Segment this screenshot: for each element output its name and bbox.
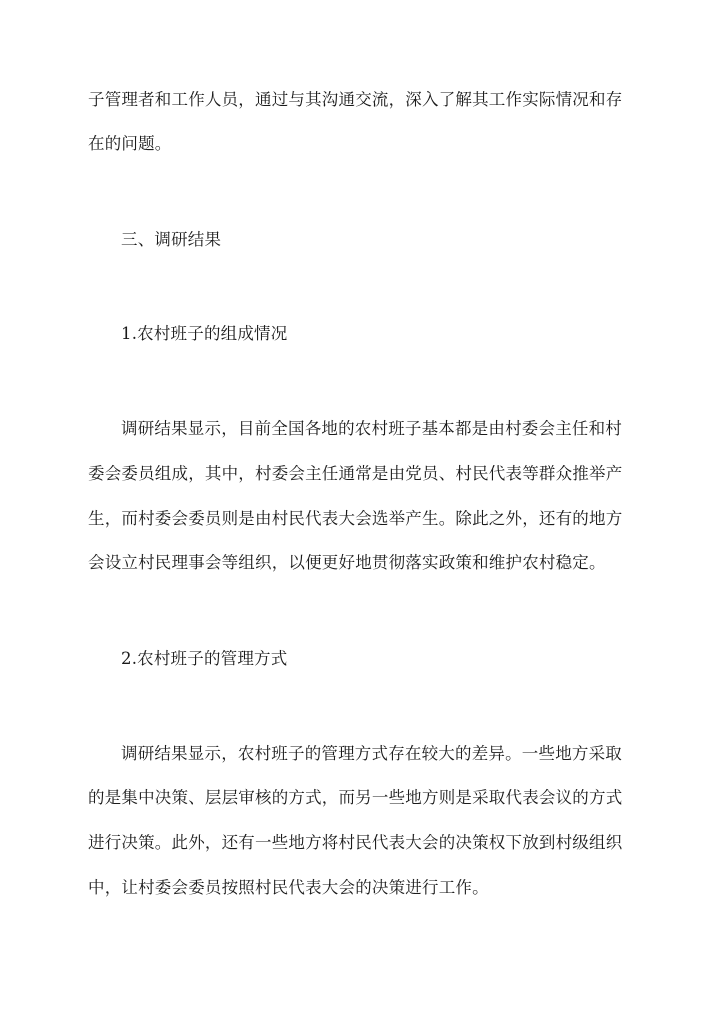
paragraph-line: 中，让村委会委员按照村民代表大会的决策进行工作。 — [88, 878, 489, 897]
paragraph-line: 生，而村委会委员则是由村民代表大会选举产生。除此之外，还有的地方 — [88, 509, 623, 528]
paragraph-line: 子管理者和工作人员，通过与其沟通交流，深入了解其工作实际情况和存 — [88, 90, 623, 109]
paragraph-line: 进行决策。此外，还有一些地方将村民代表大会的决策权下放到村级组织 — [88, 833, 623, 852]
section-heading: 三、调研结果 — [121, 230, 222, 249]
paragraph-line: 的是集中决策、层层审核的方式，而另一些地方则是采取代表会议的方式 — [88, 788, 623, 807]
paragraph-line: 在的问题。 — [88, 134, 172, 153]
subsection-heading: 1.农村班子的组成情况 — [121, 324, 288, 343]
paragraph-line: 调研结果显示，目前全国各地的农村班子基本都是由村委会主任和村 — [121, 419, 622, 438]
paragraph-line: 委会委员组成，其中，村委会主任通常是由党员、村民代表等群众推举产 — [88, 464, 623, 483]
subsection-heading: 2.农村班子的管理方式 — [121, 649, 288, 668]
paragraph-line: 会设立村民理事会等组织，以便更好地贯彻落实政策和维护农村稳定。 — [88, 553, 606, 572]
paragraph-line: 调研结果显示，农村班子的管理方式存在较大的差异。一些地方采取 — [121, 744, 622, 763]
